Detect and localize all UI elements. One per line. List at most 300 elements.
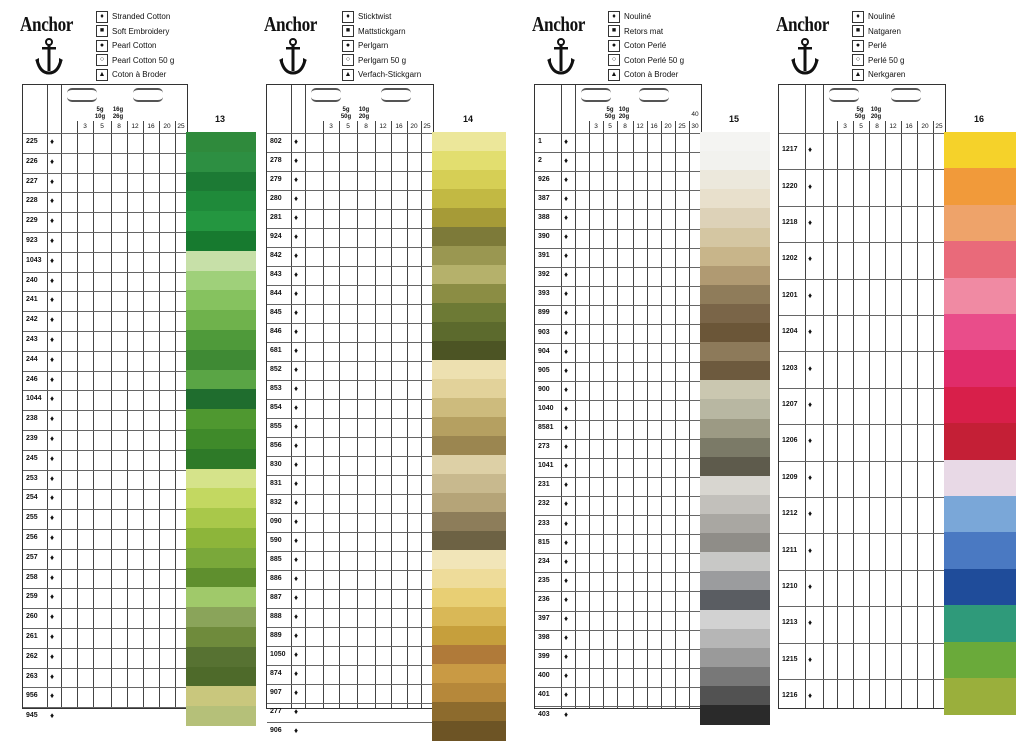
availability-mark-icon: ♦ bbox=[294, 725, 299, 735]
row-divider bbox=[267, 190, 433, 191]
legend-label: Verfach-Stickgarn bbox=[358, 70, 422, 79]
availability-mark-icon: ♦ bbox=[564, 289, 569, 299]
thread-swatch bbox=[700, 380, 770, 400]
legend-item bbox=[608, 10, 684, 25]
thread-swatch bbox=[432, 170, 506, 190]
availability-mark-icon: ♦ bbox=[564, 212, 569, 222]
availability-mark-icon: ♦ bbox=[294, 554, 299, 564]
availability-mark-icon: ♦ bbox=[564, 652, 569, 662]
column-header-size: 20 bbox=[163, 123, 171, 130]
availability-mark-icon: ♦ bbox=[50, 552, 55, 562]
row-divider bbox=[267, 684, 433, 685]
shade-number: 1207 bbox=[782, 401, 798, 408]
row-divider bbox=[23, 252, 187, 253]
availability-mark-icon: ♦ bbox=[50, 216, 55, 226]
row-divider bbox=[535, 630, 701, 631]
shade-number: 1041 bbox=[538, 462, 554, 470]
shade-number: 956 bbox=[26, 692, 38, 700]
availability-mark-icon: ♦ bbox=[808, 509, 813, 519]
shade-number: 832 bbox=[270, 498, 282, 506]
availability-mark-icon: ♦ bbox=[50, 691, 55, 701]
availability-mark-icon: ♦ bbox=[294, 573, 299, 583]
thread-swatch bbox=[700, 361, 770, 381]
availability-mark-icon: ♦ bbox=[50, 631, 55, 641]
thread-swatch bbox=[186, 508, 256, 528]
row-divider bbox=[23, 470, 187, 471]
availability-mark-icon: ♦ bbox=[564, 480, 569, 490]
row-divider bbox=[779, 242, 945, 243]
thread-swatch bbox=[186, 587, 256, 607]
thread-swatch bbox=[944, 168, 1016, 205]
legend-label: Nouliné bbox=[624, 12, 652, 21]
shade-number: 273 bbox=[538, 443, 550, 451]
shade-number: 905 bbox=[538, 366, 550, 374]
thread-swatch bbox=[700, 590, 770, 610]
row-divider bbox=[23, 133, 187, 134]
row-divider bbox=[23, 291, 187, 292]
shade-number: 263 bbox=[26, 672, 38, 680]
legend-item bbox=[608, 68, 684, 83]
legend-item bbox=[96, 10, 174, 25]
thread-swatch bbox=[700, 686, 770, 706]
thread-swatch bbox=[432, 227, 506, 247]
availability-mark-icon: ♦ bbox=[50, 394, 55, 404]
shade-number: 261 bbox=[26, 632, 38, 640]
row-divider bbox=[267, 570, 433, 571]
legend-item bbox=[96, 39, 174, 54]
thread-swatch bbox=[700, 419, 770, 439]
legend bbox=[96, 10, 174, 83]
row-divider bbox=[535, 477, 701, 478]
shade-number: 681 bbox=[270, 346, 282, 354]
thread-swatch bbox=[944, 205, 1016, 242]
row-divider bbox=[535, 706, 701, 707]
legend-item bbox=[96, 68, 174, 83]
column-divider bbox=[933, 121, 934, 708]
thread-swatch bbox=[944, 605, 1016, 642]
thread-swatch bbox=[432, 664, 506, 684]
thread-swatch bbox=[700, 705, 770, 725]
shade-number: 904 bbox=[538, 347, 550, 355]
column-header-size: 16 bbox=[147, 123, 155, 130]
thread-swatch bbox=[186, 389, 256, 409]
shade-number: 830 bbox=[270, 460, 282, 468]
availability-mark-icon: ♦ bbox=[50, 711, 55, 721]
column-header-size: 20 bbox=[664, 123, 672, 130]
column-divider bbox=[575, 85, 576, 708]
row-divider bbox=[267, 627, 433, 628]
shade-number: 845 bbox=[270, 308, 282, 316]
shade-number: 388 bbox=[538, 213, 550, 221]
availability-mark-icon: ♦ bbox=[808, 582, 813, 591]
row-divider bbox=[535, 458, 701, 459]
column-header-size: 8 bbox=[623, 123, 627, 130]
availability-mark-icon: ♦ bbox=[50, 433, 55, 443]
row-divider bbox=[267, 665, 433, 666]
availability-mark-icon: ♦ bbox=[294, 649, 299, 659]
availability-mark-icon: ♦ bbox=[50, 592, 55, 602]
thread-swatch bbox=[944, 678, 1016, 715]
thread-swatch bbox=[432, 512, 506, 532]
availability-mark-icon: ♦ bbox=[808, 400, 813, 409]
shade-number: 262 bbox=[26, 652, 38, 660]
column-divider bbox=[175, 121, 176, 708]
row-divider bbox=[535, 248, 701, 249]
legend-symbol-icon: ♦ bbox=[342, 11, 354, 23]
column-header-size: 8 bbox=[364, 123, 368, 130]
row-divider bbox=[23, 371, 187, 372]
availability-mark-icon: ♦ bbox=[294, 345, 299, 355]
row-divider bbox=[535, 305, 701, 306]
column-header-size: 16 bbox=[395, 123, 403, 130]
thread-swatch bbox=[186, 667, 256, 687]
thread-swatch bbox=[432, 417, 506, 437]
row-divider bbox=[779, 533, 945, 534]
row-divider bbox=[23, 311, 187, 312]
row-divider bbox=[779, 643, 945, 644]
availability-mark-icon: ♦ bbox=[294, 478, 299, 488]
availability-mark-icon: ♦ bbox=[294, 155, 299, 165]
column-header-size: 5 bbox=[346, 123, 350, 130]
shade-number: 852 bbox=[270, 365, 282, 373]
row-divider bbox=[535, 572, 701, 573]
shade-number: 260 bbox=[26, 613, 38, 621]
availability-mark-icon: ♦ bbox=[564, 461, 569, 471]
skein-icon bbox=[581, 88, 611, 102]
shade-number: 397 bbox=[538, 615, 550, 623]
shade-number: 590 bbox=[270, 536, 282, 544]
availability-mark-icon: ♦ bbox=[564, 518, 569, 528]
thread-swatch bbox=[700, 304, 770, 324]
availability-mark-icon: ♦ bbox=[564, 633, 569, 643]
thread-swatch bbox=[700, 610, 770, 630]
shade-number: 279 bbox=[270, 175, 282, 183]
shade-number: 391 bbox=[538, 252, 550, 260]
availability-mark-icon: ♦ bbox=[294, 364, 299, 374]
availability-mark-icon: ♦ bbox=[564, 270, 569, 280]
column-header-extra: 40 bbox=[691, 111, 699, 118]
legend-symbol-icon: ■ bbox=[608, 25, 620, 37]
legend-label: Sticktwist bbox=[358, 12, 392, 21]
thread-swatch bbox=[186, 251, 256, 271]
thread-swatch bbox=[186, 350, 256, 370]
row-divider bbox=[23, 212, 187, 213]
column-header-size: 8 bbox=[875, 123, 879, 130]
row-divider bbox=[267, 399, 433, 400]
shade-number: 231 bbox=[538, 481, 550, 489]
anchor-logo-icon bbox=[790, 38, 820, 76]
legend-symbol-icon: ♦ bbox=[852, 11, 864, 23]
row-divider bbox=[779, 351, 945, 352]
row-divider bbox=[267, 247, 433, 248]
column-divider bbox=[869, 121, 870, 708]
thread-swatch bbox=[700, 228, 770, 248]
shade-number: 855 bbox=[270, 422, 282, 430]
shade-number: 1220 bbox=[782, 182, 798, 190]
column-divider bbox=[885, 121, 886, 708]
page-number: 15 bbox=[729, 114, 740, 124]
availability-mark-icon: ♦ bbox=[50, 334, 55, 344]
thread-swatch bbox=[700, 399, 770, 419]
legend-symbol-icon: ♦ bbox=[608, 11, 620, 23]
shade-number: 899 bbox=[538, 309, 550, 317]
availability-mark-icon: ♦ bbox=[564, 575, 569, 585]
availability-mark-icon: ♦ bbox=[50, 176, 55, 186]
shade-number: 257 bbox=[26, 553, 38, 561]
legend-item bbox=[608, 54, 684, 69]
column-divider bbox=[305, 85, 306, 708]
thread-swatch bbox=[944, 460, 1016, 497]
row-divider bbox=[267, 266, 433, 267]
legend-label: Nerkgaren bbox=[868, 70, 906, 79]
row-divider bbox=[267, 380, 433, 381]
thread-swatch bbox=[432, 645, 506, 665]
column-header-weight: 5g 10g bbox=[94, 107, 106, 120]
column-divider bbox=[901, 121, 902, 708]
page-number: 13 bbox=[215, 114, 226, 124]
row-divider bbox=[535, 229, 701, 230]
legend-label: Coton Perlé 50 g bbox=[624, 55, 685, 65]
row-divider bbox=[267, 418, 433, 419]
shade-number: 907 bbox=[270, 688, 282, 696]
thread-swatch bbox=[700, 667, 770, 687]
thread-swatch bbox=[186, 429, 256, 449]
availability-mark-icon: ♦ bbox=[564, 174, 569, 184]
column-divider bbox=[127, 121, 128, 708]
availability-mark-icon: ♦ bbox=[294, 421, 299, 431]
row-divider bbox=[267, 342, 433, 343]
availability-mark-icon: ♦ bbox=[294, 212, 299, 222]
thread-swatch bbox=[700, 629, 770, 649]
row-divider bbox=[23, 232, 187, 233]
legend-symbol-icon: ■ bbox=[96, 25, 108, 37]
availability-mark-icon: ♦ bbox=[50, 453, 55, 463]
row-divider bbox=[23, 351, 187, 352]
row-divider bbox=[23, 588, 187, 589]
shade-number: 1209 bbox=[782, 473, 798, 481]
row-divider bbox=[535, 649, 701, 650]
skein-icon bbox=[829, 88, 859, 102]
availability-mark-icon: ♦ bbox=[294, 592, 299, 602]
column-divider bbox=[111, 121, 112, 708]
shade-number: 390 bbox=[538, 233, 550, 241]
thread-swatch bbox=[700, 514, 770, 534]
availability-mark-icon: ♦ bbox=[564, 423, 569, 433]
shade-number: 8581 bbox=[538, 424, 554, 432]
column-divider bbox=[561, 85, 562, 708]
legend-symbol-icon: ■ bbox=[852, 25, 864, 37]
thread-swatch bbox=[944, 278, 1016, 315]
availability-mark-icon: ♦ bbox=[50, 612, 55, 622]
row-divider bbox=[535, 687, 701, 688]
thread-swatch bbox=[432, 531, 506, 551]
thread-swatch bbox=[432, 588, 506, 608]
availability-mark-icon: ♦ bbox=[564, 614, 569, 624]
shade-number: 258 bbox=[26, 573, 38, 581]
thread-swatch bbox=[432, 626, 506, 646]
availability-mark-icon: ♦ bbox=[294, 611, 299, 621]
availability-mark-icon: ♦ bbox=[294, 668, 299, 678]
legend-symbol-icon: ♦ bbox=[96, 11, 108, 23]
thread-swatch bbox=[432, 303, 506, 323]
row-divider bbox=[535, 324, 701, 325]
legend-label: Mattstickgarn bbox=[358, 26, 406, 36]
column-divider bbox=[291, 85, 292, 708]
legend-label: Nouliné bbox=[868, 12, 896, 21]
shade-number: 926 bbox=[538, 175, 550, 183]
shade-number: 842 bbox=[270, 251, 282, 259]
thread-swatch bbox=[432, 493, 506, 513]
skein-icon bbox=[891, 88, 921, 102]
row-divider bbox=[535, 209, 701, 210]
column-header-size: 25 bbox=[935, 123, 943, 130]
thread-swatch bbox=[186, 152, 256, 172]
column-header-size: 25 bbox=[678, 123, 686, 130]
availability-mark-icon: ♦ bbox=[808, 181, 813, 191]
thread-swatch bbox=[700, 208, 770, 228]
legend-symbol-icon: ● bbox=[852, 40, 864, 52]
legend-symbol-icon: ▲ bbox=[852, 69, 864, 81]
shade-table bbox=[266, 84, 434, 735]
column-divider bbox=[837, 121, 838, 708]
legend-label: Soft Embroidery bbox=[112, 26, 170, 36]
row-divider bbox=[779, 133, 945, 134]
thread-swatch bbox=[700, 132, 770, 152]
thread-swatch bbox=[700, 266, 770, 286]
availability-mark-icon: ♦ bbox=[564, 709, 569, 719]
thread-swatch bbox=[186, 607, 256, 627]
row-divider bbox=[779, 206, 945, 207]
column-header-size: 3 bbox=[843, 123, 847, 130]
availability-mark-icon: ♦ bbox=[564, 365, 569, 375]
thread-swatch bbox=[186, 330, 256, 350]
legend-symbol-icon: ○ bbox=[852, 54, 864, 66]
thread-swatch bbox=[186, 469, 256, 489]
shade-number: 886 bbox=[270, 574, 282, 582]
shade-number: 889 bbox=[270, 631, 282, 639]
column-header-size: 12 bbox=[131, 123, 139, 130]
thread-swatch bbox=[186, 231, 256, 251]
availability-mark-icon: ♦ bbox=[294, 440, 299, 450]
thread-swatch bbox=[700, 533, 770, 553]
availability-mark-icon: ♦ bbox=[294, 174, 299, 184]
thread-swatch bbox=[700, 170, 770, 190]
thread-swatch bbox=[944, 241, 1016, 278]
availability-mark-icon: ♦ bbox=[808, 290, 813, 300]
row-divider bbox=[23, 648, 187, 649]
availability-mark-icon: ♦ bbox=[50, 354, 55, 364]
legend-label: Perlé 50 g bbox=[868, 55, 905, 65]
legend-label: Coton Perlé bbox=[624, 41, 667, 50]
thread-swatch bbox=[432, 151, 506, 171]
brand-name: Anchor bbox=[20, 12, 74, 36]
shade-number: 1044 bbox=[26, 395, 42, 403]
legend-symbol-icon: ● bbox=[342, 40, 354, 52]
row-divider bbox=[267, 494, 433, 495]
availability-mark-icon: ♦ bbox=[808, 691, 813, 701]
availability-mark-icon: ♦ bbox=[50, 473, 55, 483]
thread-swatch bbox=[700, 495, 770, 515]
legend-symbol-icon: ○ bbox=[608, 54, 620, 66]
row-divider bbox=[23, 430, 187, 431]
shade-number: 1040 bbox=[538, 404, 554, 412]
shade-number: 234 bbox=[538, 557, 550, 565]
thread-swatch bbox=[944, 532, 1016, 569]
shade-table bbox=[778, 84, 946, 709]
thread-swatch bbox=[186, 172, 256, 192]
shade-number: 874 bbox=[270, 669, 282, 677]
row-divider bbox=[23, 450, 187, 451]
shade-number: 242 bbox=[26, 316, 38, 324]
legend-item bbox=[852, 54, 905, 69]
shade-number: 253 bbox=[26, 474, 38, 482]
legend-symbol-icon: ○ bbox=[96, 54, 108, 66]
shade-number: 1203 bbox=[782, 364, 798, 372]
availability-mark-icon: ♦ bbox=[50, 255, 55, 265]
row-divider bbox=[535, 591, 701, 592]
row-divider bbox=[23, 529, 187, 530]
availability-mark-icon: ♦ bbox=[294, 288, 299, 298]
column-divider bbox=[917, 121, 918, 708]
row-divider bbox=[267, 323, 433, 324]
availability-mark-icon: ♦ bbox=[294, 535, 299, 545]
legend-item bbox=[342, 68, 421, 83]
thread-swatch bbox=[700, 571, 770, 591]
legend-label: Perlgarn 50 g bbox=[358, 55, 407, 65]
thread-swatch bbox=[432, 360, 506, 380]
row-divider bbox=[23, 153, 187, 154]
shade-number: 1204 bbox=[782, 328, 798, 336]
shade-number: 831 bbox=[270, 479, 282, 487]
thread-swatch bbox=[432, 246, 506, 266]
availability-mark-icon: ♦ bbox=[808, 145, 813, 155]
row-divider bbox=[779, 461, 945, 462]
thread-swatch bbox=[944, 496, 1016, 533]
row-divider bbox=[535, 611, 701, 612]
thread-swatch bbox=[186, 686, 256, 706]
thread-swatch bbox=[944, 642, 1016, 679]
shade-number: 846 bbox=[270, 327, 282, 335]
skein-icon bbox=[67, 88, 97, 102]
thread-swatch bbox=[944, 569, 1016, 606]
availability-mark-icon: ♦ bbox=[564, 690, 569, 700]
availability-mark-icon: ♦ bbox=[294, 402, 299, 412]
row-divider bbox=[267, 209, 433, 210]
legend-symbol-icon: ● bbox=[96, 40, 108, 52]
thread-swatch bbox=[186, 627, 256, 647]
row-divider bbox=[267, 171, 433, 172]
availability-mark-icon: ♦ bbox=[564, 671, 569, 681]
anchor-logo-icon bbox=[546, 38, 576, 76]
row-divider bbox=[535, 190, 701, 191]
thread-swatch bbox=[944, 387, 1016, 424]
brand-name: Anchor bbox=[264, 12, 318, 36]
row-divider bbox=[779, 279, 945, 280]
legend-item bbox=[852, 68, 905, 83]
availability-mark-icon: ♦ bbox=[50, 493, 55, 503]
page-number: 16 bbox=[974, 114, 985, 124]
thread-swatch bbox=[432, 265, 506, 285]
legend-label: Perlgarn bbox=[358, 41, 389, 50]
legend-item bbox=[96, 25, 174, 40]
availability-mark-icon: ♦ bbox=[294, 706, 299, 716]
shade-number: 1215 bbox=[782, 655, 798, 663]
availability-mark-icon: ♦ bbox=[808, 218, 813, 227]
availability-mark-icon: ♦ bbox=[294, 269, 299, 279]
legend-item bbox=[342, 54, 421, 69]
skein-icon bbox=[311, 88, 341, 102]
legend-item bbox=[342, 25, 421, 40]
